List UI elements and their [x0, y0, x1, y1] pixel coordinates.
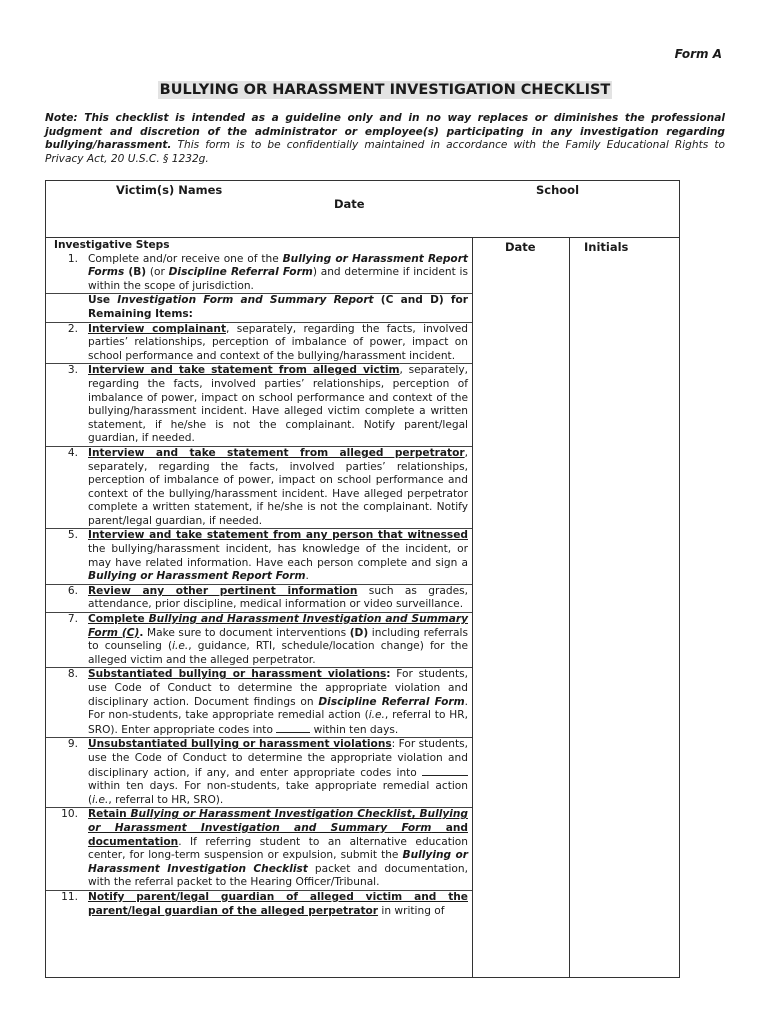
- step-text: i.e.: [92, 793, 109, 806]
- step-text: including referrals to counseling (: [88, 626, 468, 653]
- title-text: BULLYING OR HARASSMENT INVESTIGATION CHECKLIST: [159, 82, 611, 98]
- checklist-table: [45, 180, 680, 978]
- step-text: . For non-students, take appropriate remedial action (: [88, 695, 468, 722]
- note-italic: This form is to be confidentially maintained in accordance with the Family Educational Rights to Privacy Act, 20 U.S.C. § 1232g.: [45, 139, 725, 165]
- step-text: Bullying or Harassment Investigation Checklist: [130, 808, 412, 821]
- step-6: [46, 585, 472, 613]
- column-divider: [569, 237, 570, 977]
- step-1: [46, 253, 472, 295]
- step-text: i.e.: [172, 640, 189, 653]
- step-text: packet and documentation, with the referral packet to the Hearing Officer/Tribunal.: [88, 862, 468, 889]
- step-text: Bullying or Harassment Report Form: [88, 570, 306, 583]
- steps-column-header: Investigative Steps: [54, 239, 170, 251]
- step-text: (B): [124, 266, 147, 279]
- page-title: [0, 79, 770, 98]
- step-3: [46, 364, 472, 447]
- step-8: [46, 668, 472, 738]
- step-5: [46, 529, 472, 584]
- column-divider: [472, 237, 473, 977]
- step-9: [46, 738, 472, 808]
- blank-line: [422, 766, 468, 776]
- step-text: Notify parent/legal guardian of alleged victim and the parent/legal guardian of the alleged perpetrator: [88, 890, 468, 917]
- step-text: , separately, regarding the facts, involved parties’ relationships, perception of imbalance of power, impact on school performance and context of the bullying/harassment incident.: [88, 322, 468, 362]
- step-text: Discipline Referral Form: [168, 266, 313, 279]
- header-date-label: Date: [334, 197, 365, 211]
- step-text: Complete and/or receive one of the: [88, 252, 283, 265]
- step-text: , referral to HR, SRO). Enter appropriate codes into: [88, 709, 468, 736]
- step-text: . If referring student to an alternative education center, for long-term suspension or expulsion, submit the: [88, 835, 468, 862]
- school-label: School: [536, 183, 580, 197]
- step-number: 5.: [67, 529, 78, 542]
- step-text: , referral to HR, SRO).: [108, 793, 224, 806]
- step-text: Substantiated bullying or harassment violations: [88, 668, 387, 681]
- step-text: Bullying or Harassment Investigation and Summary Form: [88, 808, 468, 834]
- step-text: within ten days. For non-students, take appropriate remedial action (: [88, 780, 468, 806]
- step-text: Complete: [88, 613, 149, 626]
- note-bold: Note: This checklist is intended as a guideline only and in no way replaces or diminishes the professional judgment and discretion of the administrator or employee(s) participating in any investigation regarding bullying/harassment.: [45, 112, 725, 152]
- step-text: , separately, regarding the facts, involved parties’ relationships, perception of imbalance of power, impact on school performance and context of the bullying/harassment incident. Have alleged victim complete a written statement, if he/she is not the complainant. Notify parent/legal guardian, if needed.: [88, 364, 468, 445]
- step-number: 4.: [67, 446, 78, 459]
- step-text: (D): [349, 626, 369, 639]
- step-text: such as grades, attendance, prior discipline, medical information or video surveillance.: [88, 584, 468, 611]
- step-text: Make sure to document interventions: [143, 626, 350, 639]
- step-text: ) and determine if incident is within the scope of jurisdiction.: [88, 266, 468, 292]
- step-number: 3.: [67, 364, 78, 377]
- step-text: and documentation: [88, 821, 468, 848]
- step-text: Unsubstantiated bullying or harassment violations: [88, 738, 392, 751]
- step-11: [46, 891, 472, 918]
- step-text: , guidance, RTI, schedule/location change) for the alleged victim and the alleged perpetrator.: [88, 640, 468, 666]
- step-7: [46, 613, 472, 668]
- investigative-steps: [46, 239, 472, 918]
- date-column-header: Date: [505, 240, 536, 254]
- form-label: Form A: [674, 47, 722, 61]
- step-2: [46, 323, 472, 365]
- step-number: 6.: [67, 584, 78, 597]
- step-text: Interview and take statement from alleged perpetrator: [88, 446, 465, 459]
- step-number: 2.: [67, 322, 78, 335]
- step-text: : For students, use the Code of Conduct to determine the appropriate violation and disciplinary action, if any, and enter appropriate codes into: [88, 738, 468, 779]
- step-text: (C and D) for Remaining Items:: [88, 294, 469, 320]
- step-text: Discipline Referral Form: [318, 695, 465, 708]
- step-text: .: [139, 626, 144, 639]
- step-text: Retain: [88, 808, 131, 821]
- step-text: within ten days.: [310, 723, 399, 736]
- blank-line: [276, 723, 310, 733]
- step-text: Interview and take statement from any person that witnessed: [88, 529, 468, 542]
- step-text: Interview complainant: [88, 322, 227, 335]
- note-paragraph: [45, 112, 725, 166]
- step-text: the bullying/harassment incident, has knowledge of the incident, or may have related information. Have each person complete and sign a: [88, 543, 468, 569]
- step-text: i.e.: [368, 709, 385, 722]
- step-number: 7.: [67, 613, 78, 626]
- step-text: Interview and take statement from alleged victim: [88, 364, 400, 377]
- step-text: Use: [88, 294, 118, 307]
- table-header: [46, 181, 679, 238]
- step-text: For students, use Code of Conduct to determine the appropriate violation and disciplinary action. Document findings on: [88, 668, 469, 708]
- victims-names-label: Victim(s) Names: [116, 183, 223, 197]
- step-text: (or: [146, 266, 169, 279]
- step-4: [46, 447, 472, 530]
- use-forms-note: [46, 294, 472, 322]
- step-text: Bullying and Harassment Investigation and Summary Form (C): [88, 613, 468, 639]
- step-text: Bullying or Harassment Report Forms: [88, 252, 468, 279]
- step-text: Review any other pertinent information: [88, 584, 358, 597]
- step-text: , separately, regarding the facts, involved parties’ relationships, perception of imbalance of power, impact on school performance and context of the bullying/harassment incident. Have alleged perpetrator complete a written statement, if he/she is not the complainant. Notify parent/legal guardian, if needed.: [88, 446, 468, 527]
- step-text: :: [386, 668, 391, 681]
- initials-column-header: Initials: [584, 240, 629, 254]
- step-number: 11.: [61, 890, 78, 903]
- step-number: 8.: [67, 668, 78, 681]
- step-10: [46, 808, 472, 891]
- step-number: 10.: [61, 808, 78, 821]
- step-text: ,: [411, 808, 420, 821]
- step-number: 9.: [67, 738, 78, 751]
- step-text: Bullying or Harassment Investigation Checklist: [88, 849, 468, 875]
- step-text: .: [305, 570, 309, 583]
- step-text: in writing of: [378, 904, 445, 917]
- step-text: Investigation Form and Summary Report: [117, 294, 374, 307]
- step-number: 1.: [67, 252, 78, 265]
